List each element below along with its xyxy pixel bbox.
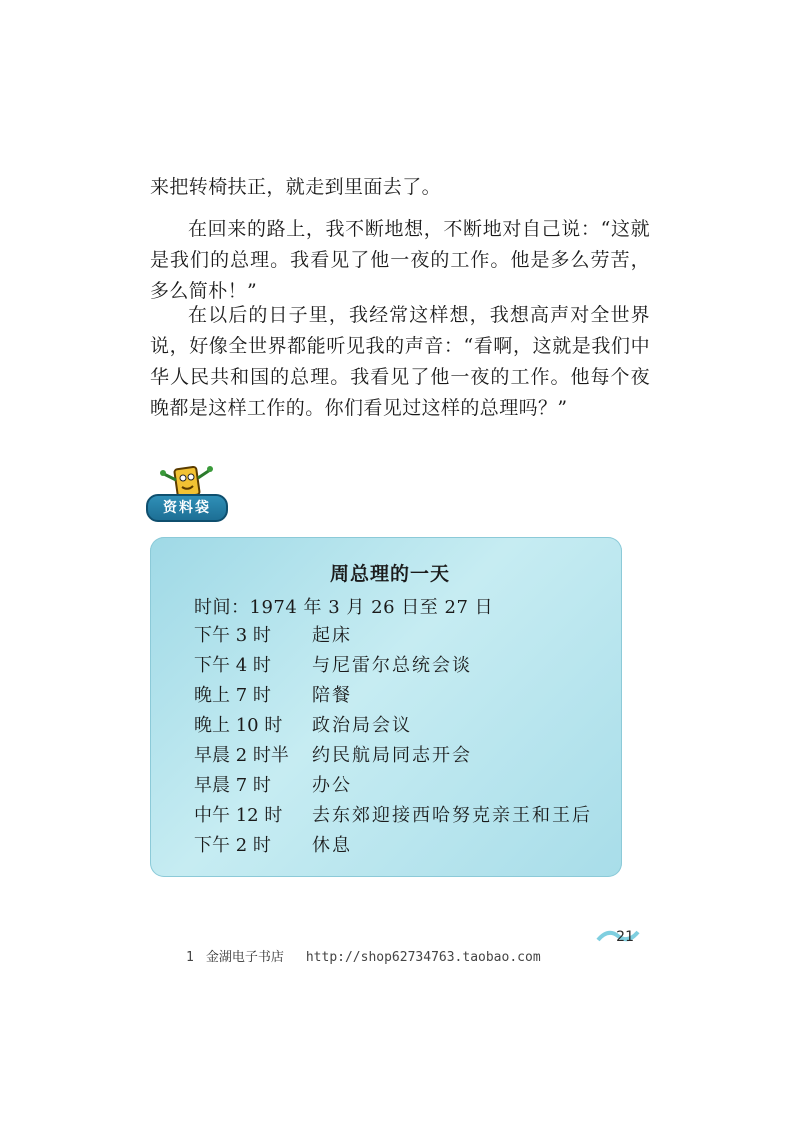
schedule-event: 政治局会议 bbox=[312, 715, 412, 736]
schedule-row bbox=[194, 621, 352, 651]
schedule-time: 晚上 7 时 bbox=[194, 685, 271, 706]
schedule-event: 与尼雷尔总统会谈 bbox=[312, 655, 472, 676]
schedule-event: 办公 bbox=[312, 775, 352, 796]
resource-bag-badge: 资料袋 bbox=[146, 494, 228, 522]
schedule-row bbox=[194, 651, 472, 681]
info-title: 周总理的一天 bbox=[329, 563, 450, 585]
footer-url[interactable]: http://shop62734763.taobao.com bbox=[305, 950, 541, 965]
schedule-row bbox=[194, 831, 352, 861]
schedule-row bbox=[194, 711, 412, 741]
paragraph-2: 在回来的路上，我不断地想，不断地对自己说：“这就是我们的总理。我看见了他一夜的工作。他是多么劳苦，多么简朴！” bbox=[150, 218, 650, 302]
schedule-event: 约民航局同志开会 bbox=[312, 745, 472, 766]
footer-shop: 金湖电子书店 bbox=[205, 950, 284, 965]
schedule-row bbox=[194, 771, 352, 801]
schedule-time: 早晨 2 时半 bbox=[194, 745, 289, 766]
schedule-event: 休息 bbox=[312, 835, 352, 856]
info-box bbox=[150, 537, 622, 877]
schedule-row bbox=[194, 681, 352, 711]
page-number: 21 bbox=[616, 929, 634, 945]
schedule-time: 中午 12 时 bbox=[194, 805, 283, 826]
schedule-time: 早晨 7 时 bbox=[194, 775, 271, 796]
schedule-event: 去东郊迎接西哈努克亲王和王后 bbox=[312, 805, 592, 826]
schedule-time: 下午 4 时 bbox=[194, 655, 271, 676]
footer bbox=[186, 946, 541, 965]
schedule-row bbox=[194, 741, 472, 771]
paragraph-1: 来把转椅扶正，就走到里面去了。 bbox=[150, 176, 442, 198]
paragraph-3: 在以后的日子里，我经常这样想，我想高声对全世界说，好像全世界都能听见我的声音：“看啊，这就是我们中华人民共和国的总理。我看见了他一夜的工作。他每个夜晚都是这样工作的。你们看见过这样的总理吗？” bbox=[150, 304, 650, 419]
schedule-event: 起床 bbox=[312, 625, 352, 646]
schedule-row bbox=[194, 801, 592, 831]
schedule-time: 下午 2 时 bbox=[194, 835, 271, 856]
footer-mark: 1 bbox=[186, 950, 194, 965]
schedule-time: 晚上 10 时 bbox=[194, 715, 283, 736]
schedule-time: 下午 3 时 bbox=[194, 625, 271, 646]
schedule-event: 陪餐 bbox=[312, 685, 352, 706]
info-date: 时间：1974 年 3 月 26 日至 27 日 bbox=[194, 597, 494, 618]
